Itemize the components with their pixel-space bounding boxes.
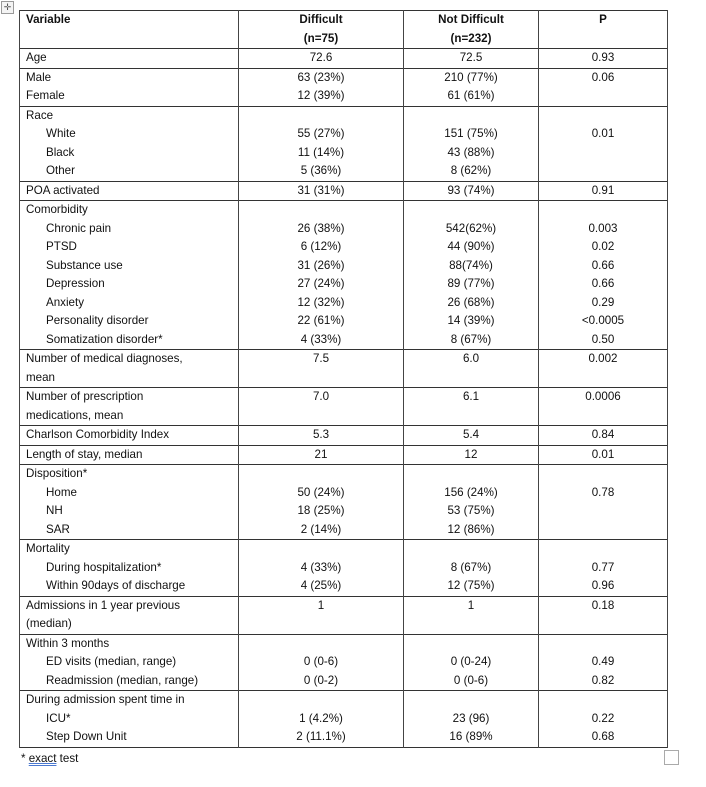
p-value-value xyxy=(545,201,661,220)
difficult-value: 11 (14%) xyxy=(297,145,345,159)
difficult-value: 7.0 xyxy=(312,390,330,403)
difficult-value: 0 (0-2) xyxy=(303,673,339,687)
p-value-value xyxy=(545,691,661,710)
difficult-cell xyxy=(239,201,404,350)
difficult-value: 2 (14%) xyxy=(300,522,342,536)
variable-label: Charlson Comorbidity Index xyxy=(26,428,170,441)
difficult-value: 0 (0-6) xyxy=(303,655,339,668)
header-p xyxy=(539,11,668,49)
p-value-cell xyxy=(539,181,668,201)
variable-label: Admissions in 1 year previous xyxy=(26,598,181,612)
not-difficult-cell xyxy=(404,49,539,69)
difficult-value: 26 (38%) xyxy=(297,221,345,235)
footnote-rest: test xyxy=(56,751,79,765)
p-value-value: 0.22 xyxy=(591,711,615,725)
data-table xyxy=(19,10,668,748)
difficult-value: 1 xyxy=(317,598,325,612)
not-difficult-value: 26 (68%) xyxy=(447,295,495,309)
p-value-cell xyxy=(539,634,668,691)
table-row xyxy=(20,426,668,446)
table-row xyxy=(20,445,668,465)
not-difficult-cell xyxy=(404,426,539,446)
table-row xyxy=(20,201,668,350)
p-value-value: 0.68 xyxy=(591,730,615,743)
not-difficult-value: 12 (86%) xyxy=(447,522,495,536)
variable-label: Step Down Unit xyxy=(46,730,127,743)
footnote-row xyxy=(21,750,681,768)
p-value-cell xyxy=(539,426,668,446)
not-difficult-value: 542(62%) xyxy=(445,221,497,235)
p-value-cell xyxy=(539,106,668,181)
difficult-value xyxy=(245,465,397,484)
difficult-value: 22 (61%) xyxy=(297,314,345,327)
variable-cell xyxy=(20,691,239,748)
variable-cell xyxy=(20,596,239,634)
p-value-value: 0.93 xyxy=(591,51,615,64)
p-value-cell xyxy=(539,49,668,69)
variable-label: Race xyxy=(26,108,54,122)
difficult-value: 5 (36%) xyxy=(300,164,342,177)
p-value-cell xyxy=(539,540,668,597)
not-difficult-value: 6.0 xyxy=(462,352,480,365)
not-difficult-value xyxy=(410,615,532,634)
p-value-value: 0.06 xyxy=(591,70,615,84)
difficult-value: 2 (11.1%) xyxy=(296,730,346,743)
table-row xyxy=(20,465,668,540)
variable-label: ED visits (median, range) xyxy=(46,655,177,668)
difficult-value xyxy=(245,407,397,426)
p-value-value: 0.49 xyxy=(591,655,615,668)
not-difficult-value: 89 (77%) xyxy=(447,277,495,290)
variable-label: SAR xyxy=(46,522,70,536)
not-difficult-value xyxy=(410,635,532,654)
not-difficult-value: 72.5 xyxy=(459,51,483,64)
not-difficult-cell xyxy=(404,691,539,748)
difficult-value xyxy=(245,615,397,634)
header-p-text: P xyxy=(599,13,607,26)
table-row xyxy=(20,388,668,426)
variable-cell xyxy=(20,49,239,69)
header-variable-text: Variable xyxy=(26,13,71,26)
variable-label: Male xyxy=(26,70,52,84)
difficult-cell xyxy=(239,634,404,691)
not-difficult-cell xyxy=(404,350,539,388)
p-value-value: 0.01 xyxy=(591,127,615,140)
p-value-value xyxy=(545,615,661,634)
variable-label: NH xyxy=(46,504,63,517)
variable-cell xyxy=(20,68,239,106)
not-difficult-value: 151 (75%) xyxy=(444,127,498,140)
p-value-value xyxy=(545,162,661,181)
not-difficult-value: 12 (75%) xyxy=(447,579,495,592)
variable-cell xyxy=(20,388,239,426)
variable-cell xyxy=(20,181,239,201)
variable-label: mean xyxy=(26,370,56,384)
difficult-cell xyxy=(239,691,404,748)
difficult-value xyxy=(245,691,397,710)
difficult-value: 6 (12%) xyxy=(300,240,342,253)
variable-label: Chronic pain xyxy=(46,221,112,235)
difficult-value: 63 (23%) xyxy=(297,70,345,84)
p-value-value: 0.66 xyxy=(591,258,615,272)
p-value-cell xyxy=(539,201,668,350)
variable-label: Within 3 months xyxy=(26,636,110,650)
table-row xyxy=(20,68,668,106)
not-difficult-value: 93 (74%) xyxy=(447,183,495,197)
variable-label: Substance use xyxy=(46,258,123,272)
not-difficult-value: 210 (77%) xyxy=(444,70,498,84)
p-value-value: 0.50 xyxy=(591,332,615,346)
not-difficult-value xyxy=(410,540,532,559)
difficult-value: 31 (26%) xyxy=(297,258,345,272)
difficult-cell xyxy=(239,68,404,106)
p-value-cell xyxy=(539,68,668,106)
difficult-value: 5.3 xyxy=(312,428,330,441)
variable-label: Female xyxy=(26,89,65,102)
not-difficult-value: 8 (62%) xyxy=(450,164,492,177)
not-difficult-value: 1 xyxy=(467,598,475,612)
difficult-value: 18 (25%) xyxy=(297,504,345,517)
variable-label: Anxiety xyxy=(46,295,85,309)
variable-label: Length of stay, median xyxy=(26,447,143,461)
variable-label: Mortality xyxy=(26,542,70,555)
difficult-value xyxy=(245,369,397,388)
not-difficult-cell xyxy=(404,634,539,691)
not-difficult-cell xyxy=(404,201,539,350)
p-value-value: 0.78 xyxy=(591,485,615,499)
p-value-cell xyxy=(539,388,668,426)
difficult-value: 12 (32%) xyxy=(297,295,345,309)
variable-label: (median) xyxy=(26,617,72,630)
difficult-cell xyxy=(239,106,404,181)
table-row xyxy=(20,49,668,69)
difficult-value: 50 (24%) xyxy=(297,485,345,499)
p-value-value: <0.0005 xyxy=(581,314,625,327)
p-value-value: 0.01 xyxy=(591,447,615,461)
p-value-value: 0.82 xyxy=(591,673,615,687)
not-difficult-cell xyxy=(404,106,539,181)
not-difficult-value: 14 (39%) xyxy=(447,314,495,327)
difficult-value xyxy=(245,201,397,220)
table-row xyxy=(20,596,668,634)
not-difficult-value: 16 (89% xyxy=(449,730,493,743)
variable-label: During hospitalization* xyxy=(46,560,162,574)
p-value-cell xyxy=(539,465,668,540)
p-value-cell xyxy=(539,691,668,748)
p-value-value xyxy=(545,369,661,388)
p-value-cell xyxy=(539,445,668,465)
difficult-value: 7.5 xyxy=(312,352,330,365)
p-value-value: 0.002 xyxy=(588,352,618,365)
not-difficult-cell xyxy=(404,445,539,465)
difficult-value xyxy=(245,540,397,559)
difficult-cell xyxy=(239,540,404,597)
p-value-value: 0.003 xyxy=(588,221,618,235)
variable-label: Readmission (median, range) xyxy=(46,673,199,687)
not-difficult-value: 88(74%) xyxy=(449,258,493,272)
p-value-value xyxy=(545,635,661,654)
header-not-difficult xyxy=(404,11,539,49)
p-value-value: 0.84 xyxy=(591,428,615,441)
not-difficult-cell xyxy=(404,540,539,597)
header-not-difficult-n: (n=232) xyxy=(450,31,492,45)
p-value-value: 0.18 xyxy=(591,598,615,612)
p-value-value: 0.0006 xyxy=(585,390,621,403)
variable-label: PTSD xyxy=(46,240,77,253)
difficult-value: 72.6 xyxy=(309,51,333,64)
p-value-value: 0.77 xyxy=(591,560,615,574)
difficult-cell xyxy=(239,181,404,201)
p-value-value: 0.02 xyxy=(591,240,615,253)
not-difficult-value: 8 (67%) xyxy=(450,560,492,574)
not-difficult-value: 6.1 xyxy=(462,390,480,403)
variable-label: Depression xyxy=(46,277,105,290)
not-difficult-value: 8 (67%) xyxy=(450,332,492,346)
header-difficult-title: Difficult xyxy=(299,13,343,26)
not-difficult-value: 23 (96) xyxy=(452,711,490,725)
variable-label: Personality disorder xyxy=(46,314,149,327)
difficult-cell xyxy=(239,350,404,388)
p-value-value xyxy=(545,540,661,559)
difficult-value: 21 xyxy=(314,447,328,461)
difficult-value: 1 (4.2%) xyxy=(299,711,343,725)
difficult-value: 4 (33%) xyxy=(300,560,342,574)
not-difficult-cell xyxy=(404,388,539,426)
variable-cell xyxy=(20,426,239,446)
variable-cell xyxy=(20,634,239,691)
not-difficult-cell xyxy=(404,465,539,540)
difficult-value xyxy=(245,107,397,126)
not-difficult-value: 44 (90%) xyxy=(447,240,495,253)
difficult-cell xyxy=(239,388,404,426)
footnote-word-spellcheck[interactable]: exact xyxy=(28,751,57,765)
not-difficult-value: 0 (0-6) xyxy=(453,673,489,687)
not-difficult-value: 53 (75%) xyxy=(447,504,495,517)
header-not-difficult-title: Not Difficult xyxy=(438,13,504,26)
header-difficult xyxy=(239,11,404,49)
variable-cell xyxy=(20,201,239,350)
variable-label: Black xyxy=(46,145,75,159)
variable-label: Comorbidity xyxy=(26,203,88,216)
difficult-value: 12 (39%) xyxy=(297,89,345,102)
header-difficult-n: (n=75) xyxy=(303,31,339,45)
p-value-value: 0.91 xyxy=(591,183,615,197)
not-difficult-value xyxy=(410,107,532,126)
p-value-value: 0.29 xyxy=(591,295,615,309)
variable-label: Somatization disorder* xyxy=(46,332,163,346)
variable-label: Other xyxy=(46,164,75,177)
variable-cell xyxy=(20,350,239,388)
difficult-value: 4 (33%) xyxy=(300,332,342,346)
p-value-cell xyxy=(539,596,668,634)
difficult-value: 27 (24%) xyxy=(297,277,345,290)
variable-label: Number of medical diagnoses, xyxy=(26,352,183,365)
not-difficult-value xyxy=(410,201,532,220)
variable-label: Age xyxy=(26,51,47,64)
p-value-value: 0.66 xyxy=(591,277,615,290)
table-row xyxy=(20,106,668,181)
p-value-value: 0.96 xyxy=(591,579,615,592)
difficult-cell xyxy=(239,426,404,446)
p-value-cell xyxy=(539,350,668,388)
not-difficult-value: 12 xyxy=(464,447,478,461)
table-row xyxy=(20,350,668,388)
not-difficult-cell xyxy=(404,68,539,106)
not-difficult-cell xyxy=(404,596,539,634)
p-value-value xyxy=(545,465,661,484)
table-header-row xyxy=(20,11,668,49)
variable-label: medications, mean xyxy=(26,408,124,422)
variable-label: White xyxy=(46,127,76,140)
variable-label: POA activated xyxy=(26,183,100,197)
not-difficult-value xyxy=(410,691,532,710)
p-value-value xyxy=(545,502,661,521)
footnote-star: * xyxy=(21,751,29,765)
not-difficult-value: 156 (24%) xyxy=(444,485,498,499)
difficult-cell xyxy=(239,465,404,540)
variable-cell xyxy=(20,540,239,597)
variable-label: Within 90days of discharge xyxy=(46,579,186,592)
variable-cell xyxy=(20,465,239,540)
table-row xyxy=(20,634,668,691)
variable-label: ICU* xyxy=(46,711,71,725)
variable-label: Home xyxy=(46,485,77,499)
variable-label: Number of prescription xyxy=(26,390,144,403)
not-difficult-cell xyxy=(404,181,539,201)
table-resize-handle[interactable] xyxy=(664,750,679,765)
p-value-value xyxy=(545,521,661,540)
table-row xyxy=(20,181,668,201)
table-move-handle-icon[interactable]: ✛ xyxy=(1,1,14,14)
footnote xyxy=(21,750,681,768)
not-difficult-value: 0 (0-24) xyxy=(450,655,492,668)
not-difficult-value xyxy=(410,369,532,388)
p-value-value xyxy=(545,87,661,106)
not-difficult-value: 5.4 xyxy=(462,428,480,441)
variable-cell xyxy=(20,445,239,465)
difficult-cell xyxy=(239,445,404,465)
difficult-cell xyxy=(239,596,404,634)
not-difficult-value: 43 (88%) xyxy=(447,145,495,159)
difficult-value xyxy=(245,635,397,654)
p-value-value xyxy=(545,144,661,163)
not-difficult-value xyxy=(410,407,532,426)
difficult-value: 4 (25%) xyxy=(300,579,342,592)
header-variable xyxy=(20,11,239,49)
variable-label: Disposition* xyxy=(26,467,88,480)
table-row xyxy=(20,691,668,748)
difficult-value: 55 (27%) xyxy=(297,127,345,140)
difficult-value: 31 (31%) xyxy=(297,183,345,197)
p-value-value xyxy=(545,107,661,126)
table-row xyxy=(20,540,668,597)
p-value-value xyxy=(545,407,661,426)
not-difficult-value xyxy=(410,465,532,484)
variable-label: During admission spent time in xyxy=(26,693,185,706)
variable-cell xyxy=(20,106,239,181)
difficult-cell xyxy=(239,49,404,69)
not-difficult-value: 61 (61%) xyxy=(447,89,495,102)
